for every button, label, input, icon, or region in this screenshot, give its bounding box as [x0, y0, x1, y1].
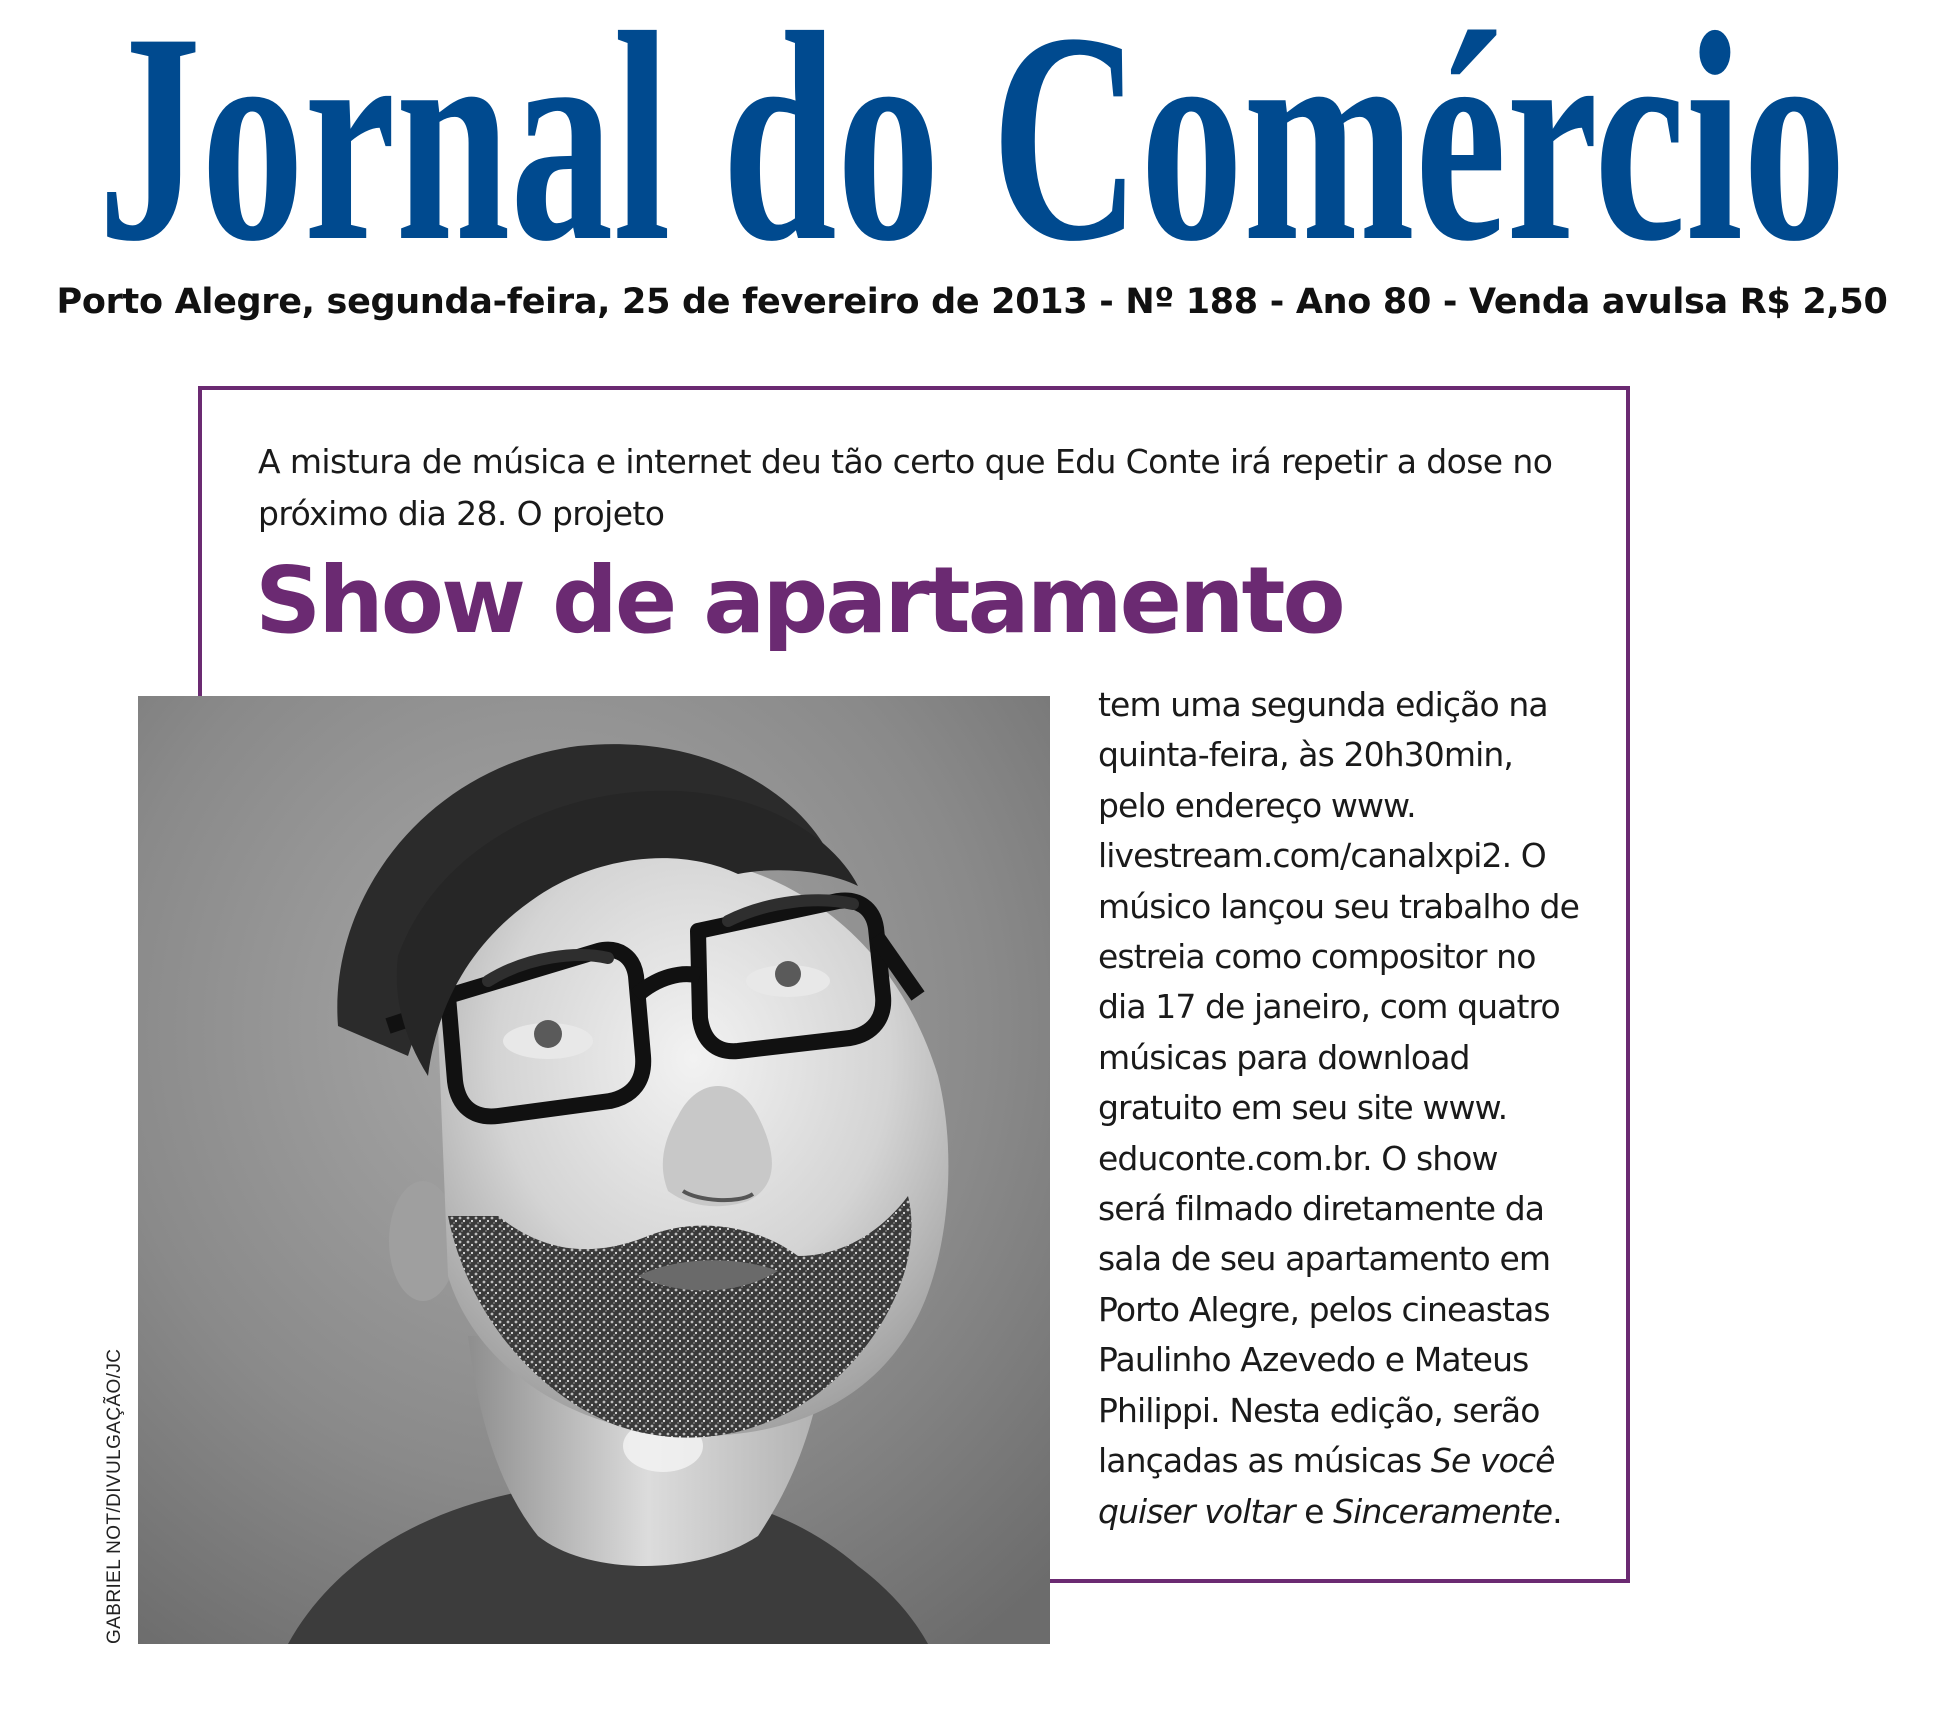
body-line: estreia como compositor no — [1098, 937, 1536, 977]
body-text-run: lançadas as músicas — [1098, 1441, 1431, 1481]
body-line: será filmado diretamente da — [1098, 1189, 1545, 1229]
body-line — [1098, 1436, 1598, 1486]
article-body — [1098, 680, 1598, 1537]
portrait-illustration — [138, 696, 1050, 1644]
body-line: Porto Alegre, pelos cineastas — [1098, 1289, 1550, 1329]
article-photo — [138, 696, 1050, 1644]
song-title: Se você — [1430, 1441, 1555, 1481]
body-line: livestream.com/canalxpi2. O — [1098, 836, 1546, 876]
body-line: músico lançou seu trabalho de — [1098, 886, 1580, 926]
article-lede: A mistura de música e internet deu tão certo que Edu Conte irá repetir a dose no próximo dia 28. O projeto — [258, 442, 1553, 533]
photo-credit: GABRIEL NOT/DIVULGAÇÃO/JC — [104, 1348, 125, 1644]
body-line: dia 17 de janeiro, com quatro — [1098, 987, 1560, 1027]
newspaper-title: Jornal do Comércio — [98, 0, 1846, 265]
body-line: músicas para download — [1098, 1037, 1470, 1077]
article-headline: Show de apartamento — [255, 547, 1343, 654]
body-line: gratuito em seu site www. — [1098, 1088, 1508, 1128]
body-line: pelo endereço www. — [1098, 785, 1416, 825]
body-line: Paulinho Azevedo e Mateus — [1098, 1340, 1529, 1380]
body-text-run: . — [1552, 1491, 1562, 1531]
body-line: quinta-feira, às 20h30min, — [1098, 735, 1513, 775]
body-line: educonte.com.br. O show — [1098, 1138, 1498, 1178]
song-title: Sinceramente — [1333, 1491, 1553, 1531]
body-text-run: e — [1294, 1491, 1334, 1531]
masthead — [0, 0, 1944, 265]
song-title: quiser voltar — [1098, 1491, 1295, 1531]
masthead-logo — [0, 0, 1944, 265]
body-line: tem uma segunda edição na — [1098, 685, 1548, 724]
body-line — [1098, 1487, 1598, 1537]
dateline: Porto Alegre, segunda-feira, 25 de fevereiro de 2013 - Nº 188 - Ano 80 - Venda avulsa R$ 2,50 — [56, 282, 1888, 322]
body-line: Philippi. Nesta edição, serão — [1098, 1390, 1540, 1430]
body-line: sala de seu apartamento em — [1098, 1239, 1551, 1279]
